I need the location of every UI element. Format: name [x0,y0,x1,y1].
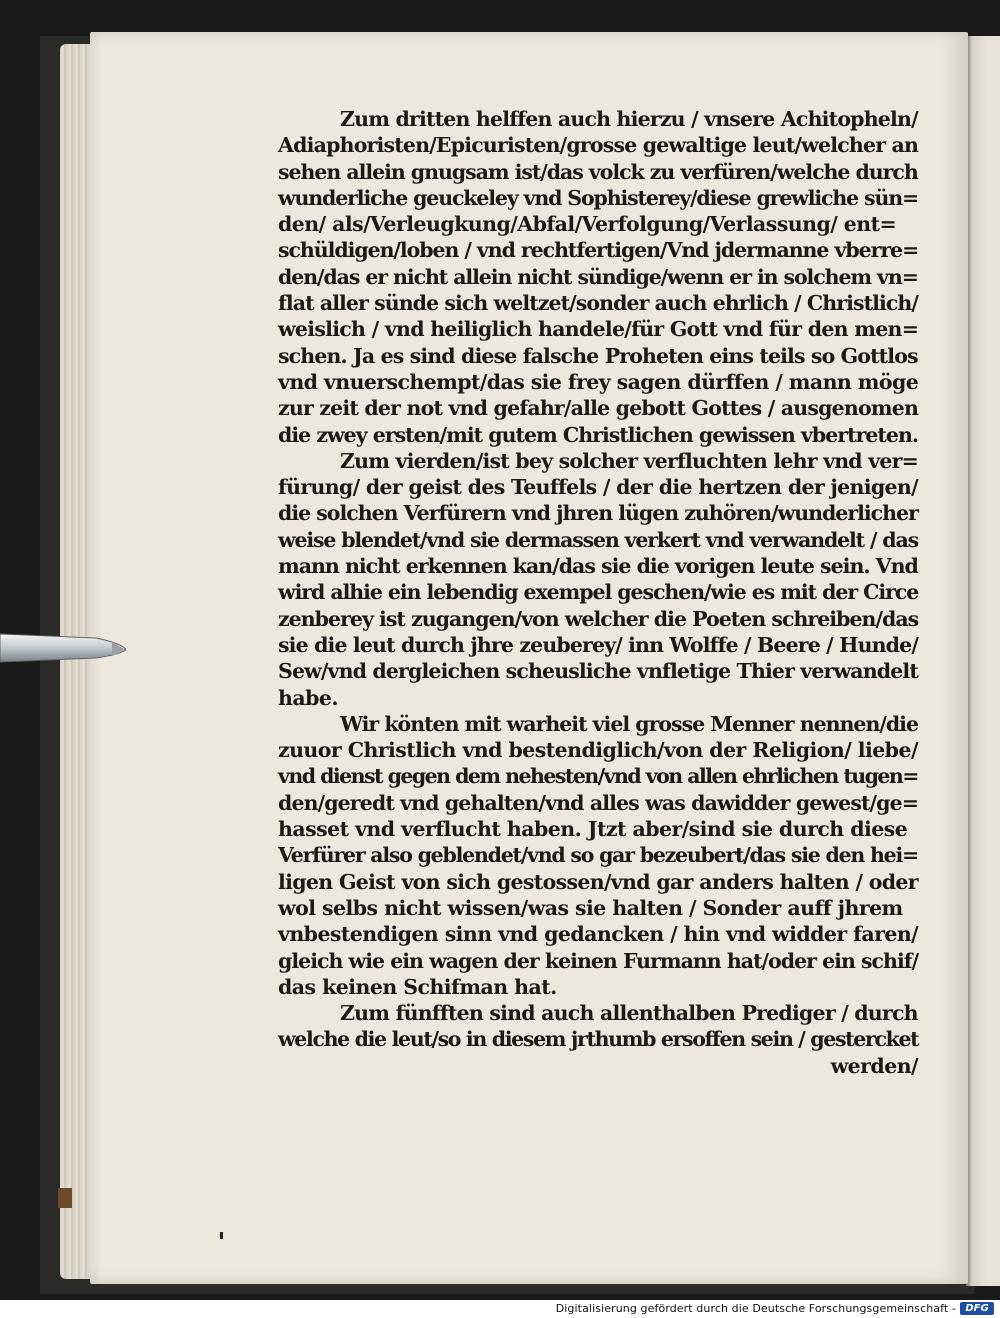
text-line: Sew/vnd dergleichen scheusliche vnfletige Thier verwandelt [278,659,918,684]
text-line: werden/ [830,1053,918,1078]
text-line: flat aller sünde sich weltzet/sonder auch ehrlich / Christlich/ [278,291,918,316]
dfg-logo: DFG [960,1302,994,1315]
text-line: Verfürer also geblendet/vnd so gar bezeubert/das sie den hei= [278,843,918,868]
text-line: zuuor Christlich vnd bestendiglich/von der Religion/ liebe/ [278,738,918,763]
text-line: fürung/ der geist des Teuffels / der die hertzen der jenigen/ [278,475,918,500]
text-line: vnd vnuerschempt/das sie frey sagen dürffen / mann möge [278,369,919,394]
text-line: den/ als/Verleugkung/Abfal/Verfolgung/Verlassung/ ent= [278,212,897,237]
text-line: gleich wie ein wagen der keinen Furmann hat/oder ein schif/ [278,948,919,973]
text-line: Zum fünfften sind auch allenthalben Prediger / durch [340,1001,918,1026]
pointer-pen-icon [0,628,130,668]
text-line: Adiaphoristen/Epicuristen/grosse gewaltige leut/welcher an [278,133,919,158]
text-line: die solchen Verfürern vnd jhren lügen zuhören/wunderlicher [278,501,918,526]
text-line: mann nicht erkennen kan/das sie die vorigen leute sein. Vnd [278,554,918,579]
text-line: die zwey ersten/mit gutem Christlichen gewissen vbertreten. [278,422,919,447]
text-line: Zum vierden/ist bey solcher verfluchten lehr vnd ver= [340,448,918,473]
text-line: welche die leut/so in diesem jrthumb ersoffen sein / gestercket [278,1027,919,1052]
text-line: vnbestendigen sinn vnd gedancken / hin vnd widder faren/ [278,922,919,947]
text-line: weislich / vnd heiliglich handele/für Gott vnd für den men= [278,317,919,342]
text-line: Zum dritten helffen auch hierzu / vnsere Achitopheln/ [340,107,918,131]
text-line: zenberey ist zugangen/von welcher die Poeten schreiben/das [278,606,919,631]
text-line: den/geredt vnd gehalten/vnd alles was dawidder gewest/ge= [278,790,919,815]
text-line: weise blendet/vnd sie dermassen verkert vnd verwandelt / das [278,527,918,552]
text-line: sehen allein gnugsam ist/das volck zu verfüren/welche durch [278,159,918,184]
text-line: Wir könten mit warheit viel grosse Menner nennen/die [340,711,918,736]
text-line: sie die leut durch jhre zeuberey/ inn Wolffe / Beere / Hunde/ [278,632,918,657]
text-line: vnd dienst gegen dem nehesten/vnd von allen ehrlichen tugen= [278,764,918,789]
text-line: schüldigen/loben / vnd rechtfertigen/Vnd jdermanne vberre= [278,238,919,263]
page-text-block [278,106,918,1079]
text-line: den/das er nicht allein nicht sündige/wenn er in solchem vn= [278,264,918,289]
text-line: zur zeit der not vnd gefahr/alle gebott Gottes / ausgenomen [278,396,919,421]
text-line: wird alhie ein lebendig exempel geschen/wie es mit der Circe [278,580,919,605]
footer-bar [0,1300,1000,1318]
text-line: schen. Ja es sind diese falsche Proheten eins teils so Gottlos [278,343,918,368]
text-line: ligen Geist von sich gestossen/vnd gar anders halten / oder [278,869,918,894]
page-tab-marker [58,1188,72,1208]
text-line: wunderliche geuckeley vnd Sophisterey/diese grewliche sün= [278,185,919,210]
footer-credit-text: Digitalisierung gefördert durch die Deutsche Forschungsgemeinschaft - [555,1302,956,1315]
text-line: habe. [278,685,338,710]
facing-page-edge [966,36,1000,1286]
text-line: das keinen Schifman hat. [278,974,557,999]
ink-mark [220,1232,223,1239]
text-line: wol selbs nicht wissen/was sie halten / Sonder auff jhrem [278,895,903,920]
text-line: hasset vnd verflucht haben. Jtzt aber/sind sie durch diese [278,817,908,842]
